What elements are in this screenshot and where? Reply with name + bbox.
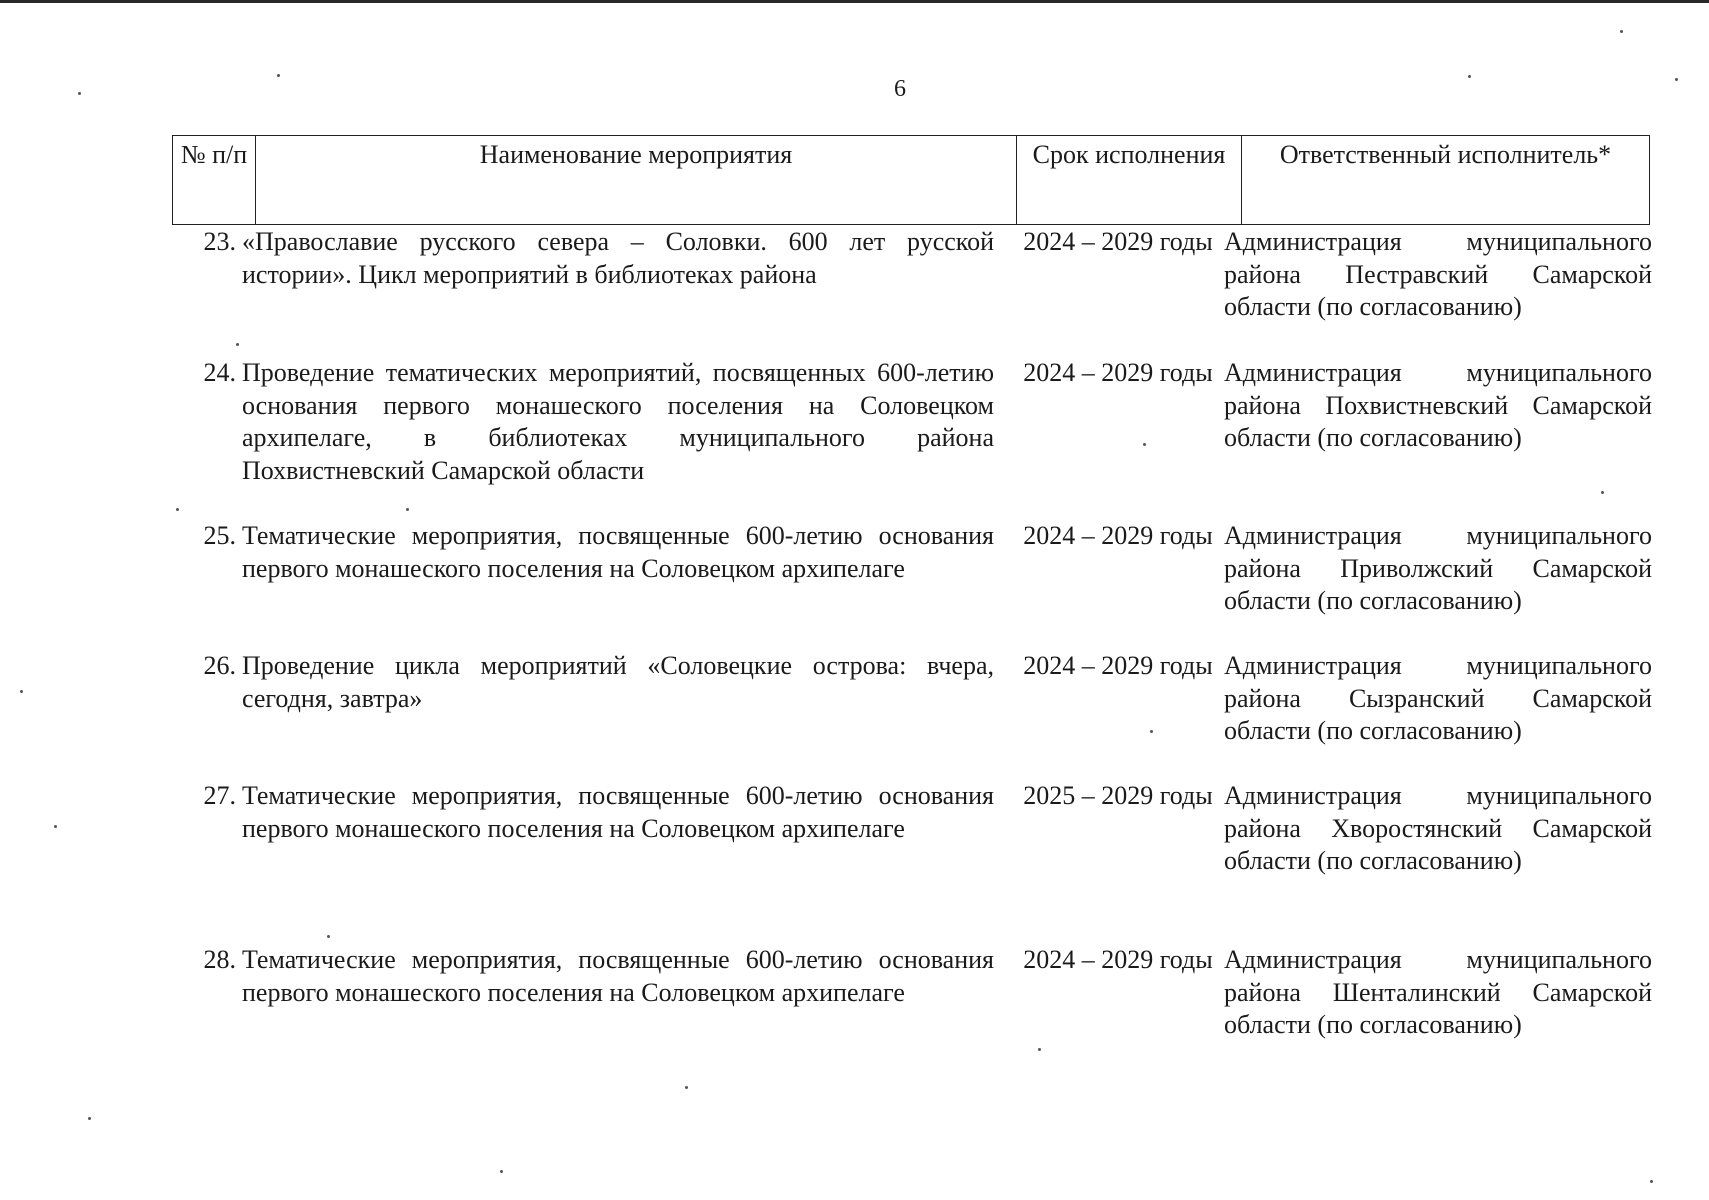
scan-speck [1650,1180,1653,1183]
event-responsible: Администрация муниципального района Похвистневский Самарской области (по согласованию) [1224,358,1652,452]
event-responsible: Администрация муниципального района Пестравский Самарской области (по согласованию) [1224,227,1652,321]
scan-speck [277,74,280,77]
event-responsible: Администрация муниципального района Хворостянский Самарской области (по согласованию) [1224,781,1652,875]
event-name: Проведение тематических мероприятий, посвященных 600-летию основания первого монашеского поселения на Соловецком архипелаге, в библиотеках муниципального района Похвистневский Самарской области [242,358,994,485]
scan-speck [88,1117,91,1120]
row-number: 24. [203,358,236,387]
event-term: 2024 – 2029 годы [1023,651,1213,680]
page-number: 6 [894,76,906,102]
event-term: 2024 – 2029 годы [1023,227,1213,256]
scan-speck [1675,78,1678,81]
event-term: 2024 – 2029 годы [1023,358,1213,387]
scan-speck [406,508,409,511]
scan-speck [327,935,330,938]
scan-speck [236,343,239,346]
scan-speck [1143,443,1146,446]
scan-speck [1468,75,1471,78]
row-number: 27. [203,781,236,810]
event-name: Тематические мероприятия, посвященные 600-летию основания первого монашеского поселения на Соловецком архипелаге [242,945,994,1007]
event-name: Тематические мероприятия, посвященные 600-летию основания первого монашеского поселения на Соловецком архипелаге [242,781,994,843]
header-term: Срок исполнения [1017,136,1242,225]
event-name: «Православие русского севера – Соловки. 600 лет русской истории». Цикл мероприятий в библиотеках района [242,227,994,289]
header-row [173,136,1650,225]
scan-speck [685,1086,688,1089]
event-name: Проведение цикла мероприятий «Соловецкие острова: вчера, сегодня, завтра» [242,651,994,713]
event-responsible: Администрация муниципального района Шенталинский Самарской области (по согласованию) [1224,945,1652,1039]
scan-speck [1601,491,1604,494]
event-term: 2024 – 2029 годы [1023,521,1213,550]
row-number: 26. [203,651,236,680]
row-number: 28. [203,945,236,974]
event-responsible: Администрация муниципального района Приволжский Самарской области (по согласованию) [1224,521,1652,615]
scan-speck [1620,30,1623,33]
table-header [172,135,1650,225]
scan-speck [500,1170,503,1173]
header-name: Наименование мероприятия [256,136,1017,225]
scan-speck [20,690,23,693]
event-term: 2025 – 2029 годы [1023,781,1213,810]
scan-speck [54,825,57,828]
event-responsible: Администрация муниципального района Сызранский Самарской области (по согласованию) [1224,651,1652,745]
scan-speck [1038,1048,1041,1051]
page-top-border [0,0,1709,3]
scan-speck [176,508,179,511]
scan-speck [1150,730,1153,733]
row-number: 23. [203,227,236,256]
scan-speck [78,92,81,95]
event-term: 2024 – 2029 годы [1023,945,1213,974]
event-name: Тематические мероприятия, посвященные 600-летию основания первого монашеского поселения на Соловецком архипелаге [242,521,994,583]
header-responsible: Ответственный исполнитель* [1242,136,1650,225]
row-number: 25. [203,521,236,550]
header-num: № п/п [173,136,256,225]
